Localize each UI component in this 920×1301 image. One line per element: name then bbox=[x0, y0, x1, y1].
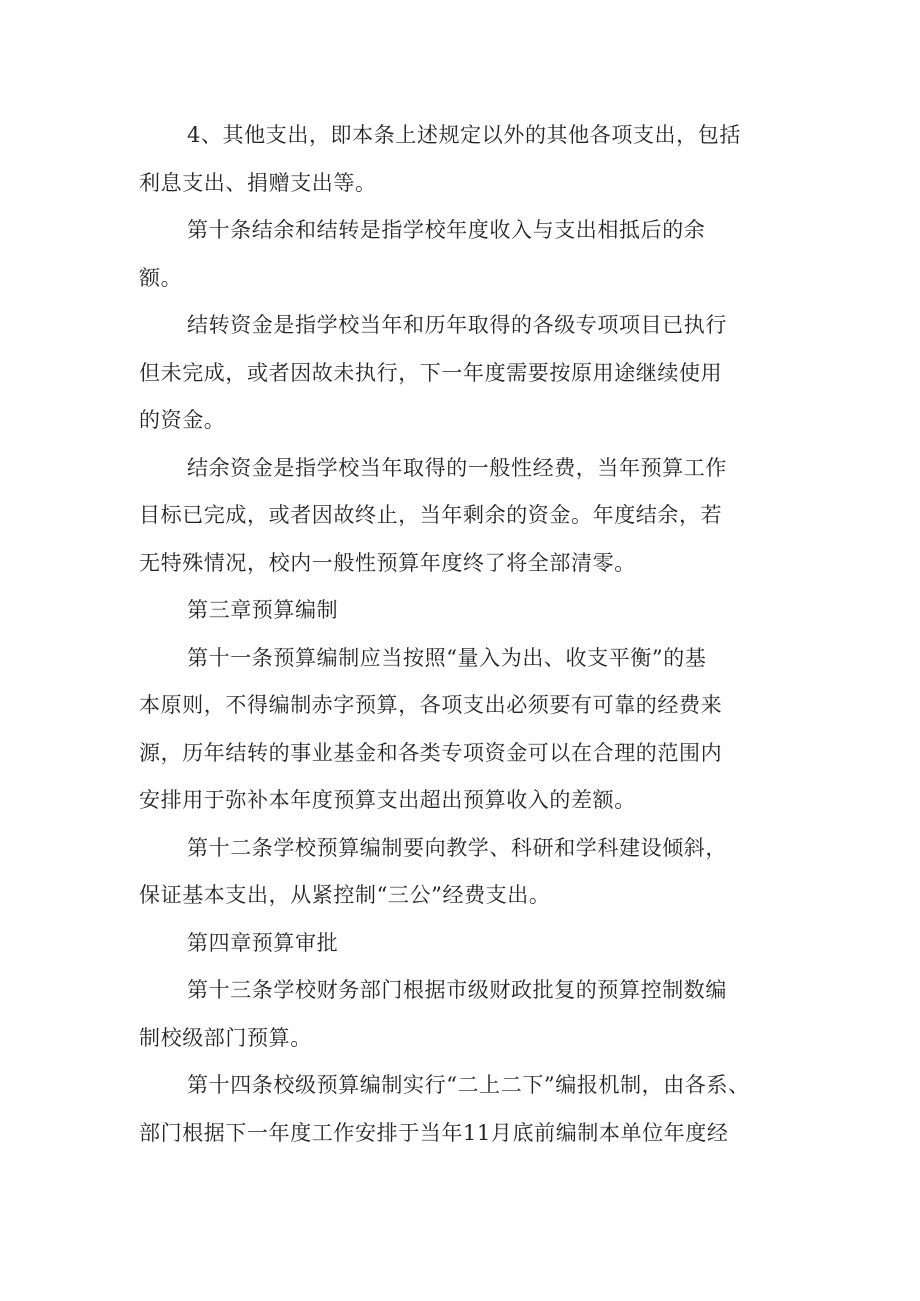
text-line: 源，历年结转的事业基金和各类专项资金可以在合理的范围内 bbox=[139, 740, 723, 765]
paragraph-article-10 bbox=[139, 207, 789, 302]
text-line: 但未完成，或者因故未执行，下一年度需要按原用途继续使用 bbox=[139, 360, 723, 385]
paragraph-other-expenses bbox=[139, 112, 789, 207]
paragraph-article-13 bbox=[139, 967, 789, 1062]
paragraph-article-12 bbox=[139, 825, 789, 920]
text-line: 第十四条校级预算编制实行“二上二下”编报机制，由各系、 bbox=[187, 1073, 750, 1097]
text-line: 部门根据下一年度工作安排于当年11月底前编制本单位年度经 bbox=[139, 1120, 729, 1145]
paragraph-carryover-funds bbox=[139, 302, 789, 445]
chapter-heading-budget-approval bbox=[139, 920, 789, 968]
text-line: 保证基本支出，从紧控制“三公”经费支出。 bbox=[139, 883, 551, 907]
text-line: 第十三条学校财务部门根据市级财政批复的预算控制数编 bbox=[187, 978, 727, 1002]
text-line: 制校级部门预算。 bbox=[139, 1025, 312, 1050]
text-line: 结余资金是指学校当年取得的一般性经费，当年预算工作 bbox=[187, 455, 727, 480]
text-line: 结转资金是指学校当年和历年取得的各级专项项目已执行 bbox=[187, 313, 727, 337]
text-line: 第十一条预算编制应当按照“量入为出、收支平衡”的基 bbox=[187, 645, 707, 670]
text-line: 无特殊情况，校内一般性预算年度终了将全部清零。 bbox=[139, 550, 636, 575]
text-line: 第十二条学校预算编制要向教学、科研和学科建设倾斜， bbox=[187, 835, 727, 860]
text-line: 本原则，不得编制赤字预算，各项支出必须要有可靠的经费来 bbox=[139, 693, 723, 717]
chapter-title: 第三章预算编制 bbox=[187, 598, 339, 622]
text-line: 目标已完成，或者因故终止，当年剩余的资金。年度结余，若 bbox=[139, 503, 723, 527]
text-line: 4、其他支出，即本条上述规定以外的其他各项支出，包括 bbox=[187, 123, 741, 147]
paragraph-article-11 bbox=[139, 635, 789, 825]
text-line: 的资金。 bbox=[139, 408, 226, 432]
paragraph-article-14 bbox=[139, 1062, 789, 1157]
text-line: 第十条结余和结转是指学校年度收入与支出相抵后的余 bbox=[187, 218, 706, 242]
text-line: 额。 bbox=[139, 265, 183, 290]
chapter-heading-budget-preparation bbox=[139, 587, 789, 635]
text-line: 利息支出、捐赠支出等。 bbox=[139, 170, 377, 195]
paragraph-surplus-funds bbox=[139, 445, 789, 588]
text-line: 安排用于弥补本年度预算支出超出预算收入的差额。 bbox=[139, 788, 636, 812]
chapter-title: 第四章预算审批 bbox=[187, 930, 339, 955]
document-body bbox=[139, 112, 789, 1157]
